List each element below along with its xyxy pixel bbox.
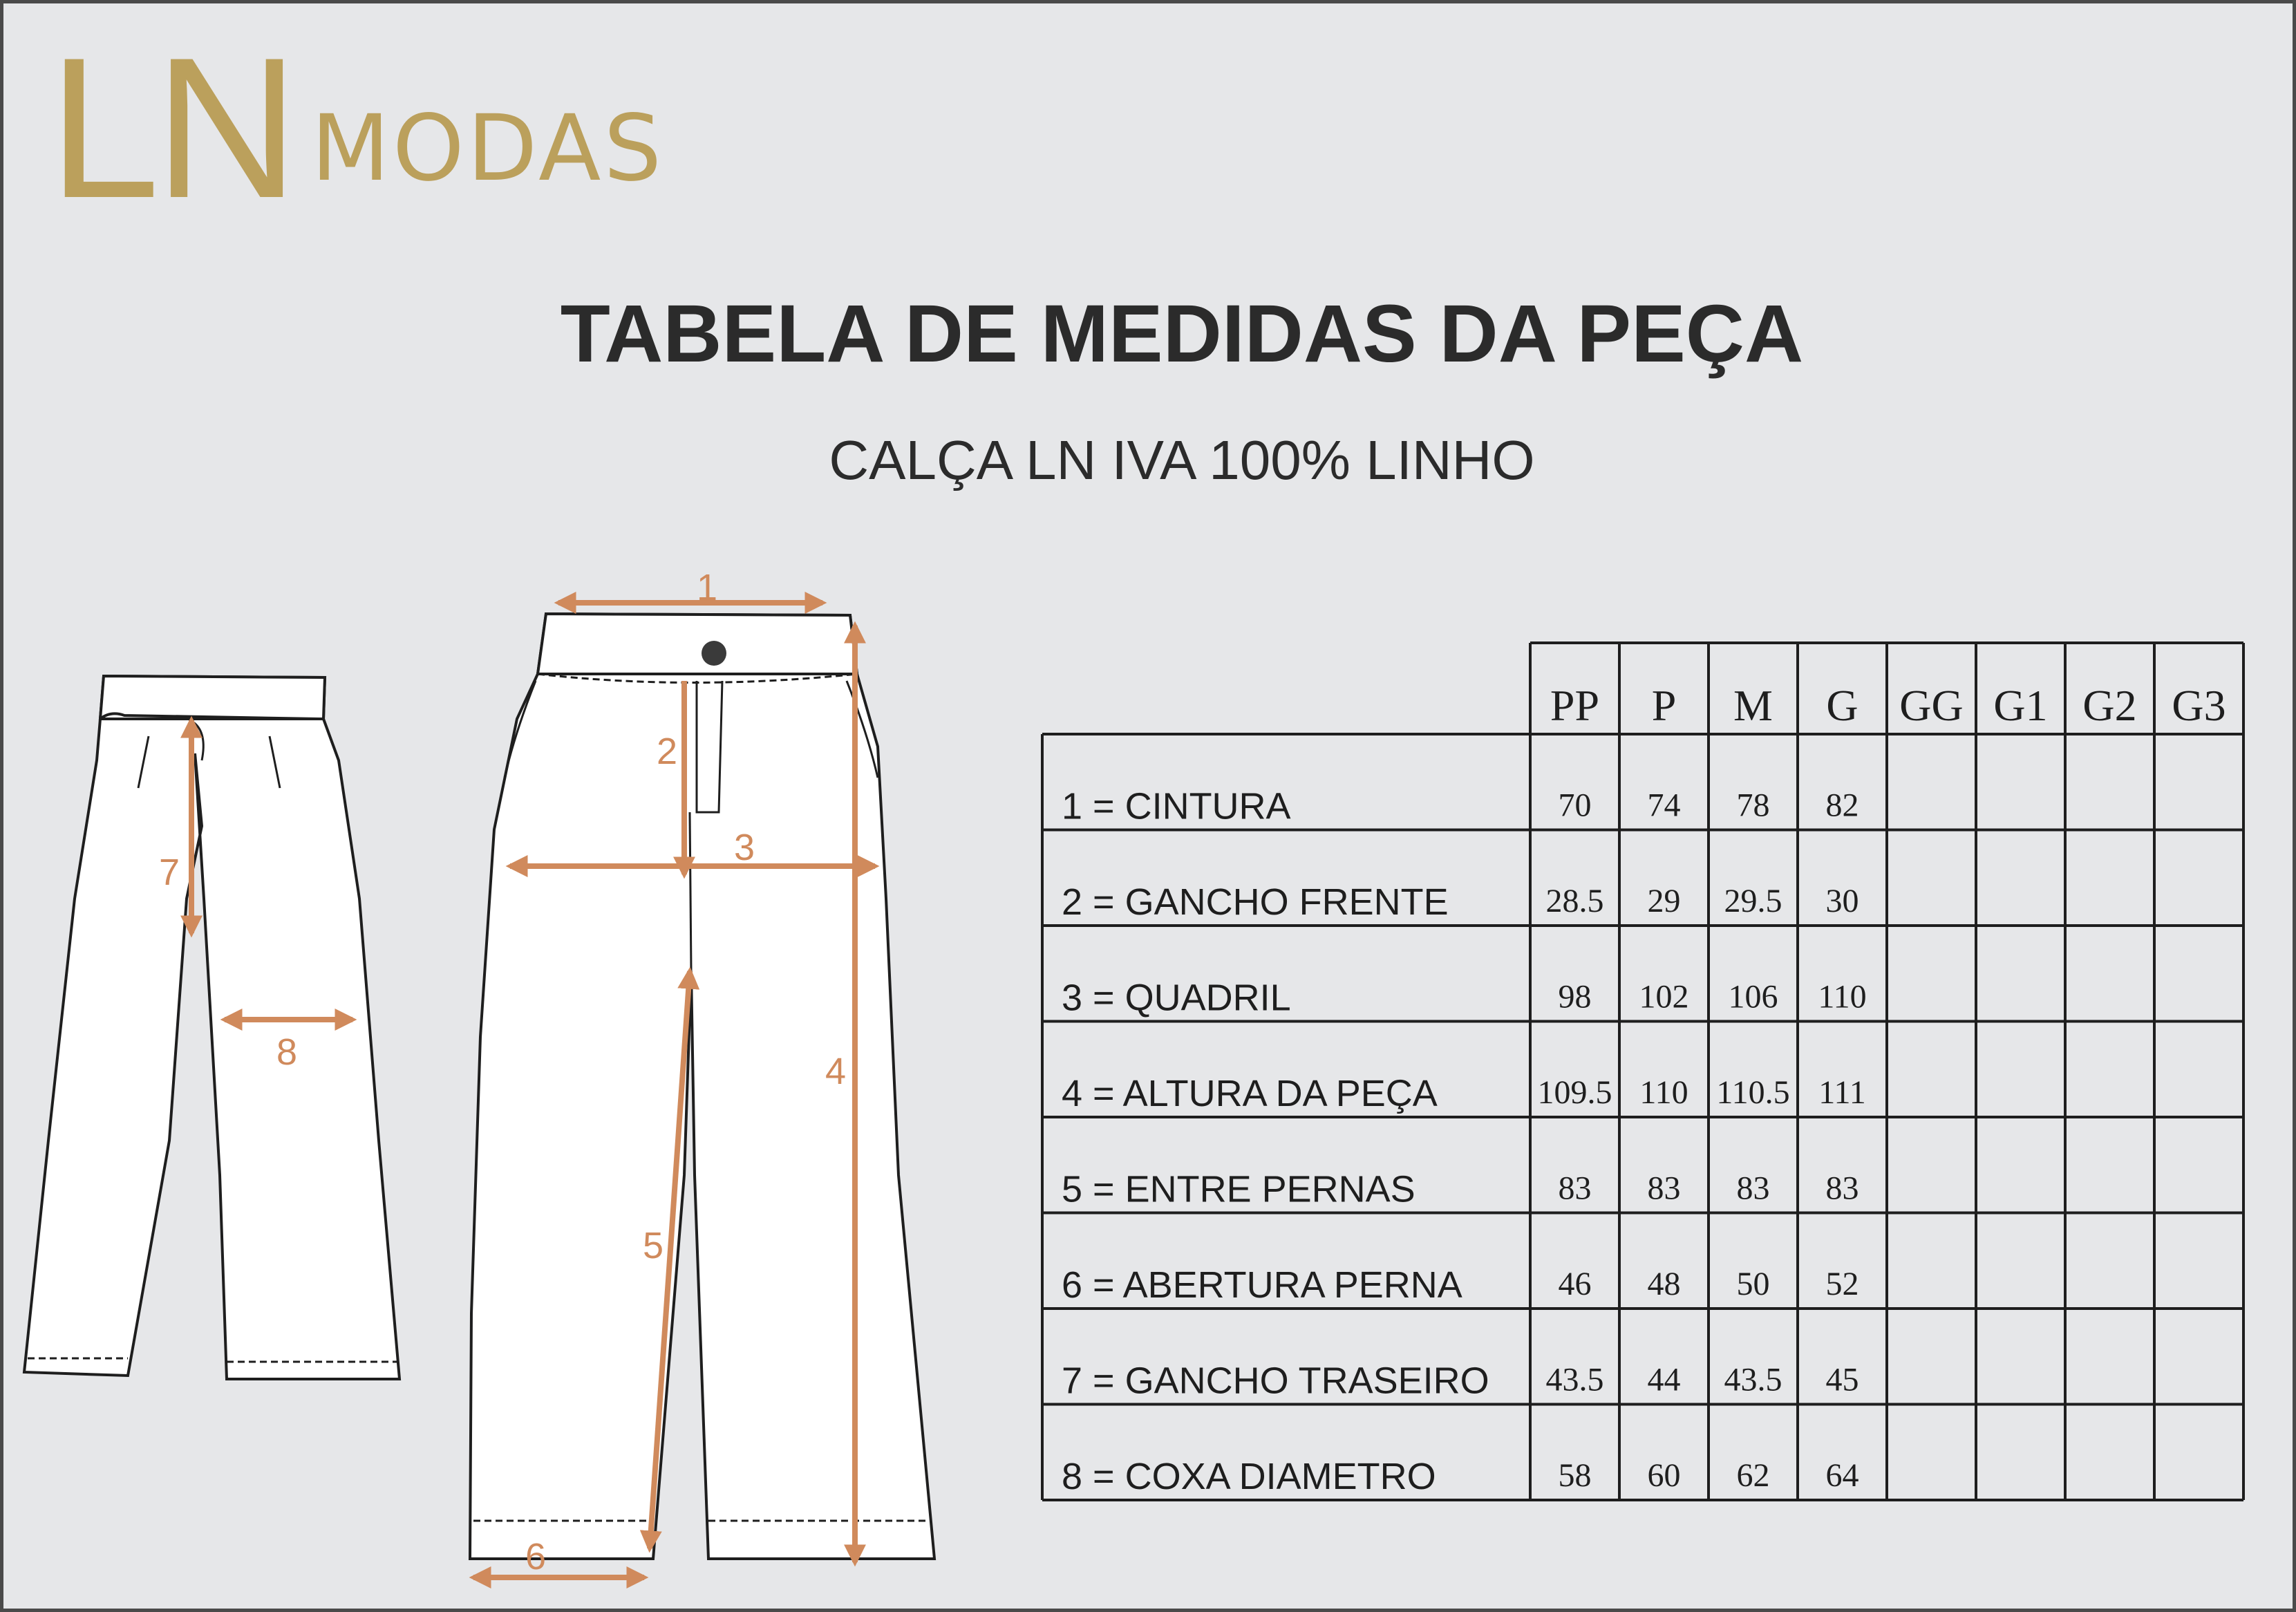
measurement-value: 46 xyxy=(1558,1266,1592,1302)
label-1: 1 xyxy=(697,567,718,608)
measurement-value: 43.5 xyxy=(1545,1361,1604,1398)
size-header-g1: G1 xyxy=(1993,681,2048,730)
size-header-p: P xyxy=(1651,681,1677,730)
measurement-value: 110.5 xyxy=(1716,1074,1790,1111)
label-3: 3 xyxy=(734,827,755,868)
label-5: 5 xyxy=(643,1225,664,1266)
measurement-value: 64 xyxy=(1825,1457,1859,1494)
size-header-m: M xyxy=(1733,681,1773,730)
measurement-value: 43.5 xyxy=(1724,1361,1782,1398)
measurement-value: 110 xyxy=(1639,1074,1688,1111)
label-7: 7 xyxy=(159,852,180,893)
label-6: 6 xyxy=(525,1536,547,1577)
measurement-value: 110 xyxy=(1818,978,1867,1015)
measurement-value: 106 xyxy=(1728,978,1778,1015)
measurement-value: 45 xyxy=(1825,1361,1859,1398)
measurement-value: 78 xyxy=(1736,787,1770,824)
measurement-label: 5 = ENTRE PERNAS xyxy=(1062,1168,1415,1210)
measurement-value: 98 xyxy=(1558,978,1592,1015)
size-header-g: G xyxy=(1826,681,1859,730)
measurement-value: 48 xyxy=(1647,1266,1681,1302)
measurement-value: 83 xyxy=(1647,1170,1681,1207)
measurement-value: 29.5 xyxy=(1724,883,1782,919)
size-header-gg: GG xyxy=(1899,681,1964,730)
measurement-value: 70 xyxy=(1558,787,1592,824)
size-header-pp: PP xyxy=(1550,681,1600,730)
measurement-label: 4 = ALTURA DA PEÇA xyxy=(1062,1073,1438,1114)
logo-modas-text: MODAS xyxy=(311,95,665,202)
measurement-value: 102 xyxy=(1639,978,1689,1015)
measurement-value: 82 xyxy=(1825,787,1859,824)
measurement-value: 62 xyxy=(1736,1457,1770,1494)
measurement-value: 111 xyxy=(1818,1074,1866,1111)
measurement-value: 52 xyxy=(1825,1266,1859,1302)
measurement-label: 6 = ABERTURA PERNA xyxy=(1062,1264,1462,1306)
measurement-value: 109.5 xyxy=(1537,1074,1612,1111)
measurement-label: 8 = COXA DIAMETRO xyxy=(1062,1456,1436,1497)
measurement-value: 28.5 xyxy=(1545,883,1604,919)
label-4: 4 xyxy=(825,1051,847,1092)
measurement-value: 83 xyxy=(1736,1170,1770,1207)
measurement-value: 60 xyxy=(1647,1457,1681,1494)
measurement-label: 7 = GANCHO TRASEIRO xyxy=(1062,1360,1489,1402)
label-2: 2 xyxy=(657,731,678,772)
measurement-value: 83 xyxy=(1825,1170,1859,1207)
measurement-label: 3 = QUADRIL xyxy=(1062,977,1291,1019)
measurement-value: 30 xyxy=(1825,883,1859,919)
measurement-value: 74 xyxy=(1647,787,1681,824)
measurement-value: 50 xyxy=(1736,1266,1770,1302)
measurement-value: 29 xyxy=(1647,883,1681,919)
measurement-value: 58 xyxy=(1558,1457,1592,1494)
logo-ln-text: LN xyxy=(48,16,294,240)
size-header-g3: G3 xyxy=(2172,681,2226,730)
product-name: CALÇA LN IVA 100% LINHO xyxy=(829,429,1535,491)
size-header-g2: G2 xyxy=(2082,681,2137,730)
page-title: TABELA DE MEDIDAS DA PEÇA xyxy=(560,288,1804,379)
label-8: 8 xyxy=(276,1031,298,1073)
measurement-label: 1 = CINTURA xyxy=(1062,785,1291,827)
measurement-value: 44 xyxy=(1647,1361,1681,1398)
measurement-value: 83 xyxy=(1558,1170,1592,1207)
measurement-label: 2 = GANCHO FRENTE xyxy=(1062,881,1449,923)
